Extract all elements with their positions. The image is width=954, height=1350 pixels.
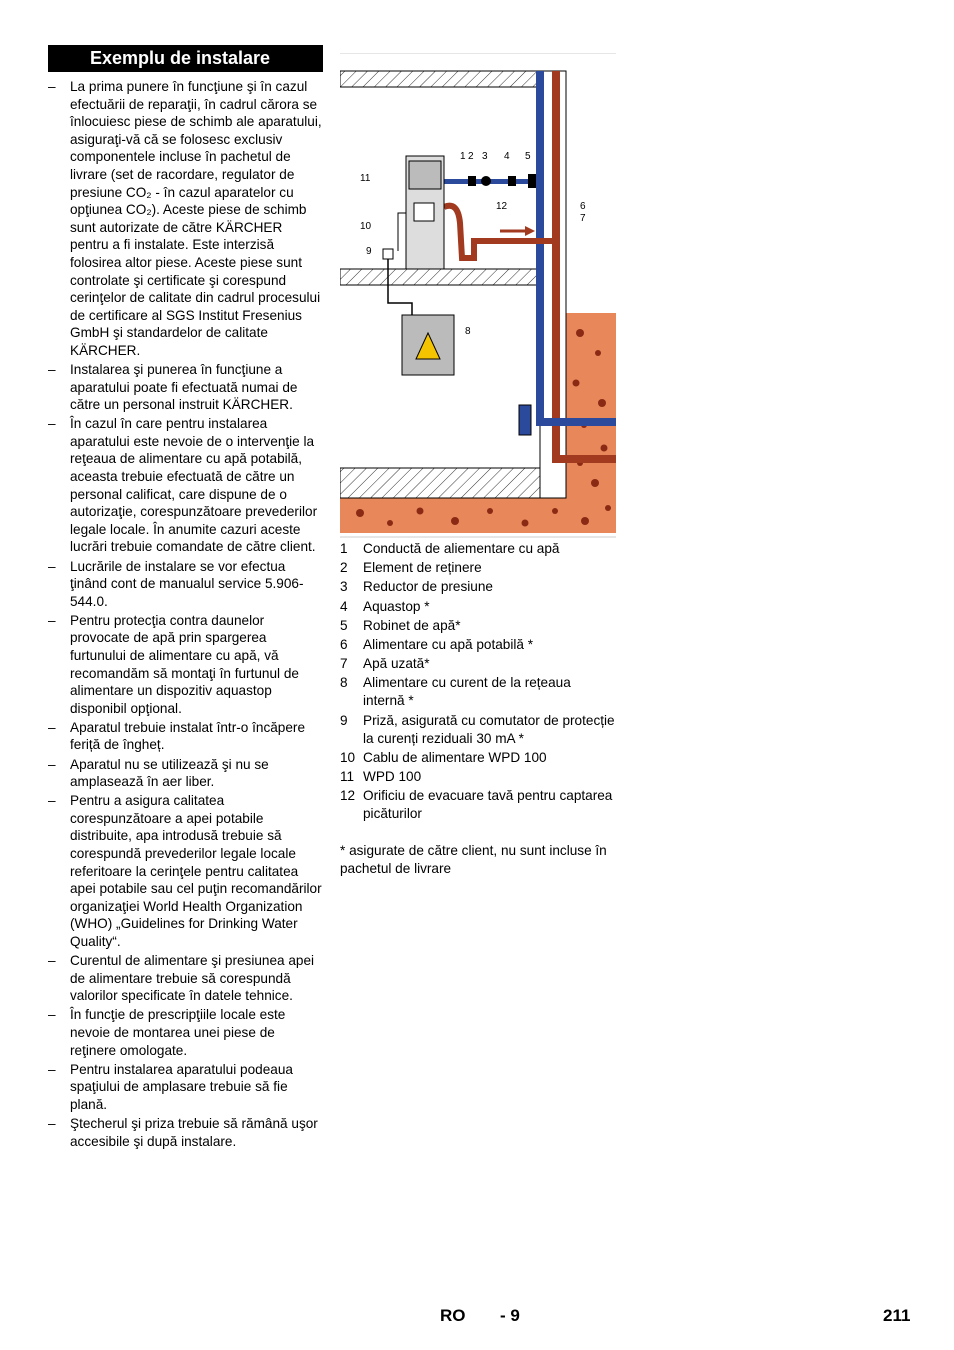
callout-8: 8 (465, 326, 471, 337)
list-item: – În funcţie de prescripţiile locale este nevoie de montarea unei piese de reţinere omologate. (48, 1007, 286, 1058)
floor-slab (340, 269, 540, 285)
list-item: – Aparatul nu se utilizează şi nu se amplasează în aer liber. (48, 756, 269, 790)
ceiling-slab (340, 71, 540, 87)
footer-language: RO (440, 1306, 466, 1325)
list-item: – Curentul de alimentare şi presiunea apei de alimentare trebuie să corespundă valorilor specificate în datele tehnice. (48, 953, 315, 1004)
figure-legend (340, 540, 615, 824)
callout-12: 12 (496, 201, 508, 212)
basement-floor (340, 468, 566, 498)
legend-item: 5 Robinet de apă* (340, 617, 461, 633)
legend-item: 4 Aquastop * (340, 598, 430, 614)
legend-item: 2 Element de reținere (340, 560, 482, 576)
legend-item: 11 WPD 100 (340, 768, 422, 784)
installation-diagram (340, 53, 616, 538)
legend-item: 7 Apă uzată* (340, 656, 430, 672)
callout-10: 10 (360, 221, 372, 232)
callout-6: 6 (580, 201, 586, 212)
list-item: – Pentru a asigura calitatea corespunzătoare a apei potabile distribuite, apa introdusă trebuie să corespundă prevederilor legale locale referitoare la cerinţele pentru calitatea apei potabile sau cel puţin recomandărilor organizaţiei World Health Organization (WHO) „Guidelines for Drinking Water Quality“. (48, 793, 322, 949)
list-item: – Ştecherul şi priza trebuie să rămână uşor accesibile şi după instalare. (48, 1115, 318, 1149)
legend-item: 12 Orificiu de evacuare tavă pentru captarea picăturilor (340, 788, 613, 822)
callout-9: 9 (366, 246, 372, 257)
list-item: – În cazul în care pentru instalarea aparatului este nevoie de o intervenţie la reţeaua de alimentare cu apă potabilă, aceasta trebuie efectuată de către un personal calificat, care dispune de o autorizaţie, corespunzătoare prevederilor legale locale. În anumite cazuri aceste lucrări trebuie comandate de către client. (48, 416, 318, 555)
callout-3: 3 (482, 151, 488, 162)
callout-11: 11 (360, 173, 371, 184)
legend-item: 3 Reductor de presiune (340, 579, 493, 595)
callout-1: 1 (460, 151, 466, 162)
waste-pipe (552, 71, 560, 463)
instruction-list (48, 78, 323, 1152)
footer-local-page: - 9 (500, 1306, 520, 1325)
legend-item: 9 Priză, asigurată cu comutator de protecție la curenți reziduali 30 mA * (340, 712, 615, 746)
list-item: – Pentru instalarea aparatului podeaua spaţiului de amplasare trebuie să fie plană. (48, 1061, 293, 1112)
list-item: – Aparatul trebuie instalat într-o încăpere feriță de îngheț. (48, 719, 306, 753)
legend-item: 8 Alimentare cu curent de la rețeaua internă * (340, 675, 571, 709)
footer-page-number: 211 (883, 1306, 911, 1325)
callout-7: 7 (580, 213, 586, 224)
footnote: * asigurate de către client, nu sunt incluse în pachetul de livrare (340, 843, 607, 876)
legend-item: 6 Alimentare cu apă potabilă * (340, 636, 534, 652)
callout-2: 2 (468, 151, 474, 162)
section-heading: Exemplu de instalare (48, 45, 323, 72)
callout-5: 5 (525, 151, 531, 162)
list-item: – Pentru protecţia contra daunelor provocate de apă prin spargerea furtunului de alimentare cu apă, vă recomandăm să montaţi în furtunul de alimentare un dispozitiv aquastop disponibil opţional. (48, 612, 299, 716)
legend-item: 10 Cablu de alimentare WPD 100 (340, 749, 547, 765)
socket (383, 249, 393, 259)
list-item: – Lucrările de instalare se vor efectua ţinând cont de manualul service 5.906-544.0. (48, 558, 304, 609)
list-item: – La prima punere în funcţiune şi în cazul efectuării de reparaţii, în cadrul cărora se înlocuiesc piese de schimb ale aparatului, asiguraţi-vă că se folosesc exclusiv componentele incluse în pachetul de livrare (set de racordare, regulator de presiune CO₂ - în cazul aparatelor cu opţiunea CO₂). Aceste piese de schimb sunt autorizate de către KÄRCHER pentru a fi instalate. Este interzisă folosirea altor piese. Aceste piese sunt controlate şi certificate şi corespund cerinţelor de calitate din cadrul procesului de certificare al SGS Institut Fresenius GmbH şi standardelor de calitate KÄRCHER. (48, 79, 322, 358)
callout-4: 4 (504, 151, 510, 162)
legend-item: 1 Conductă de aliementare cu apă (340, 541, 560, 556)
list-item: – Instalarea şi punerea în funcţiune a aparatului poate fi efectuată numai de către un personal instruit KÄRCHER. (48, 362, 298, 413)
supply-pipe (536, 71, 544, 426)
